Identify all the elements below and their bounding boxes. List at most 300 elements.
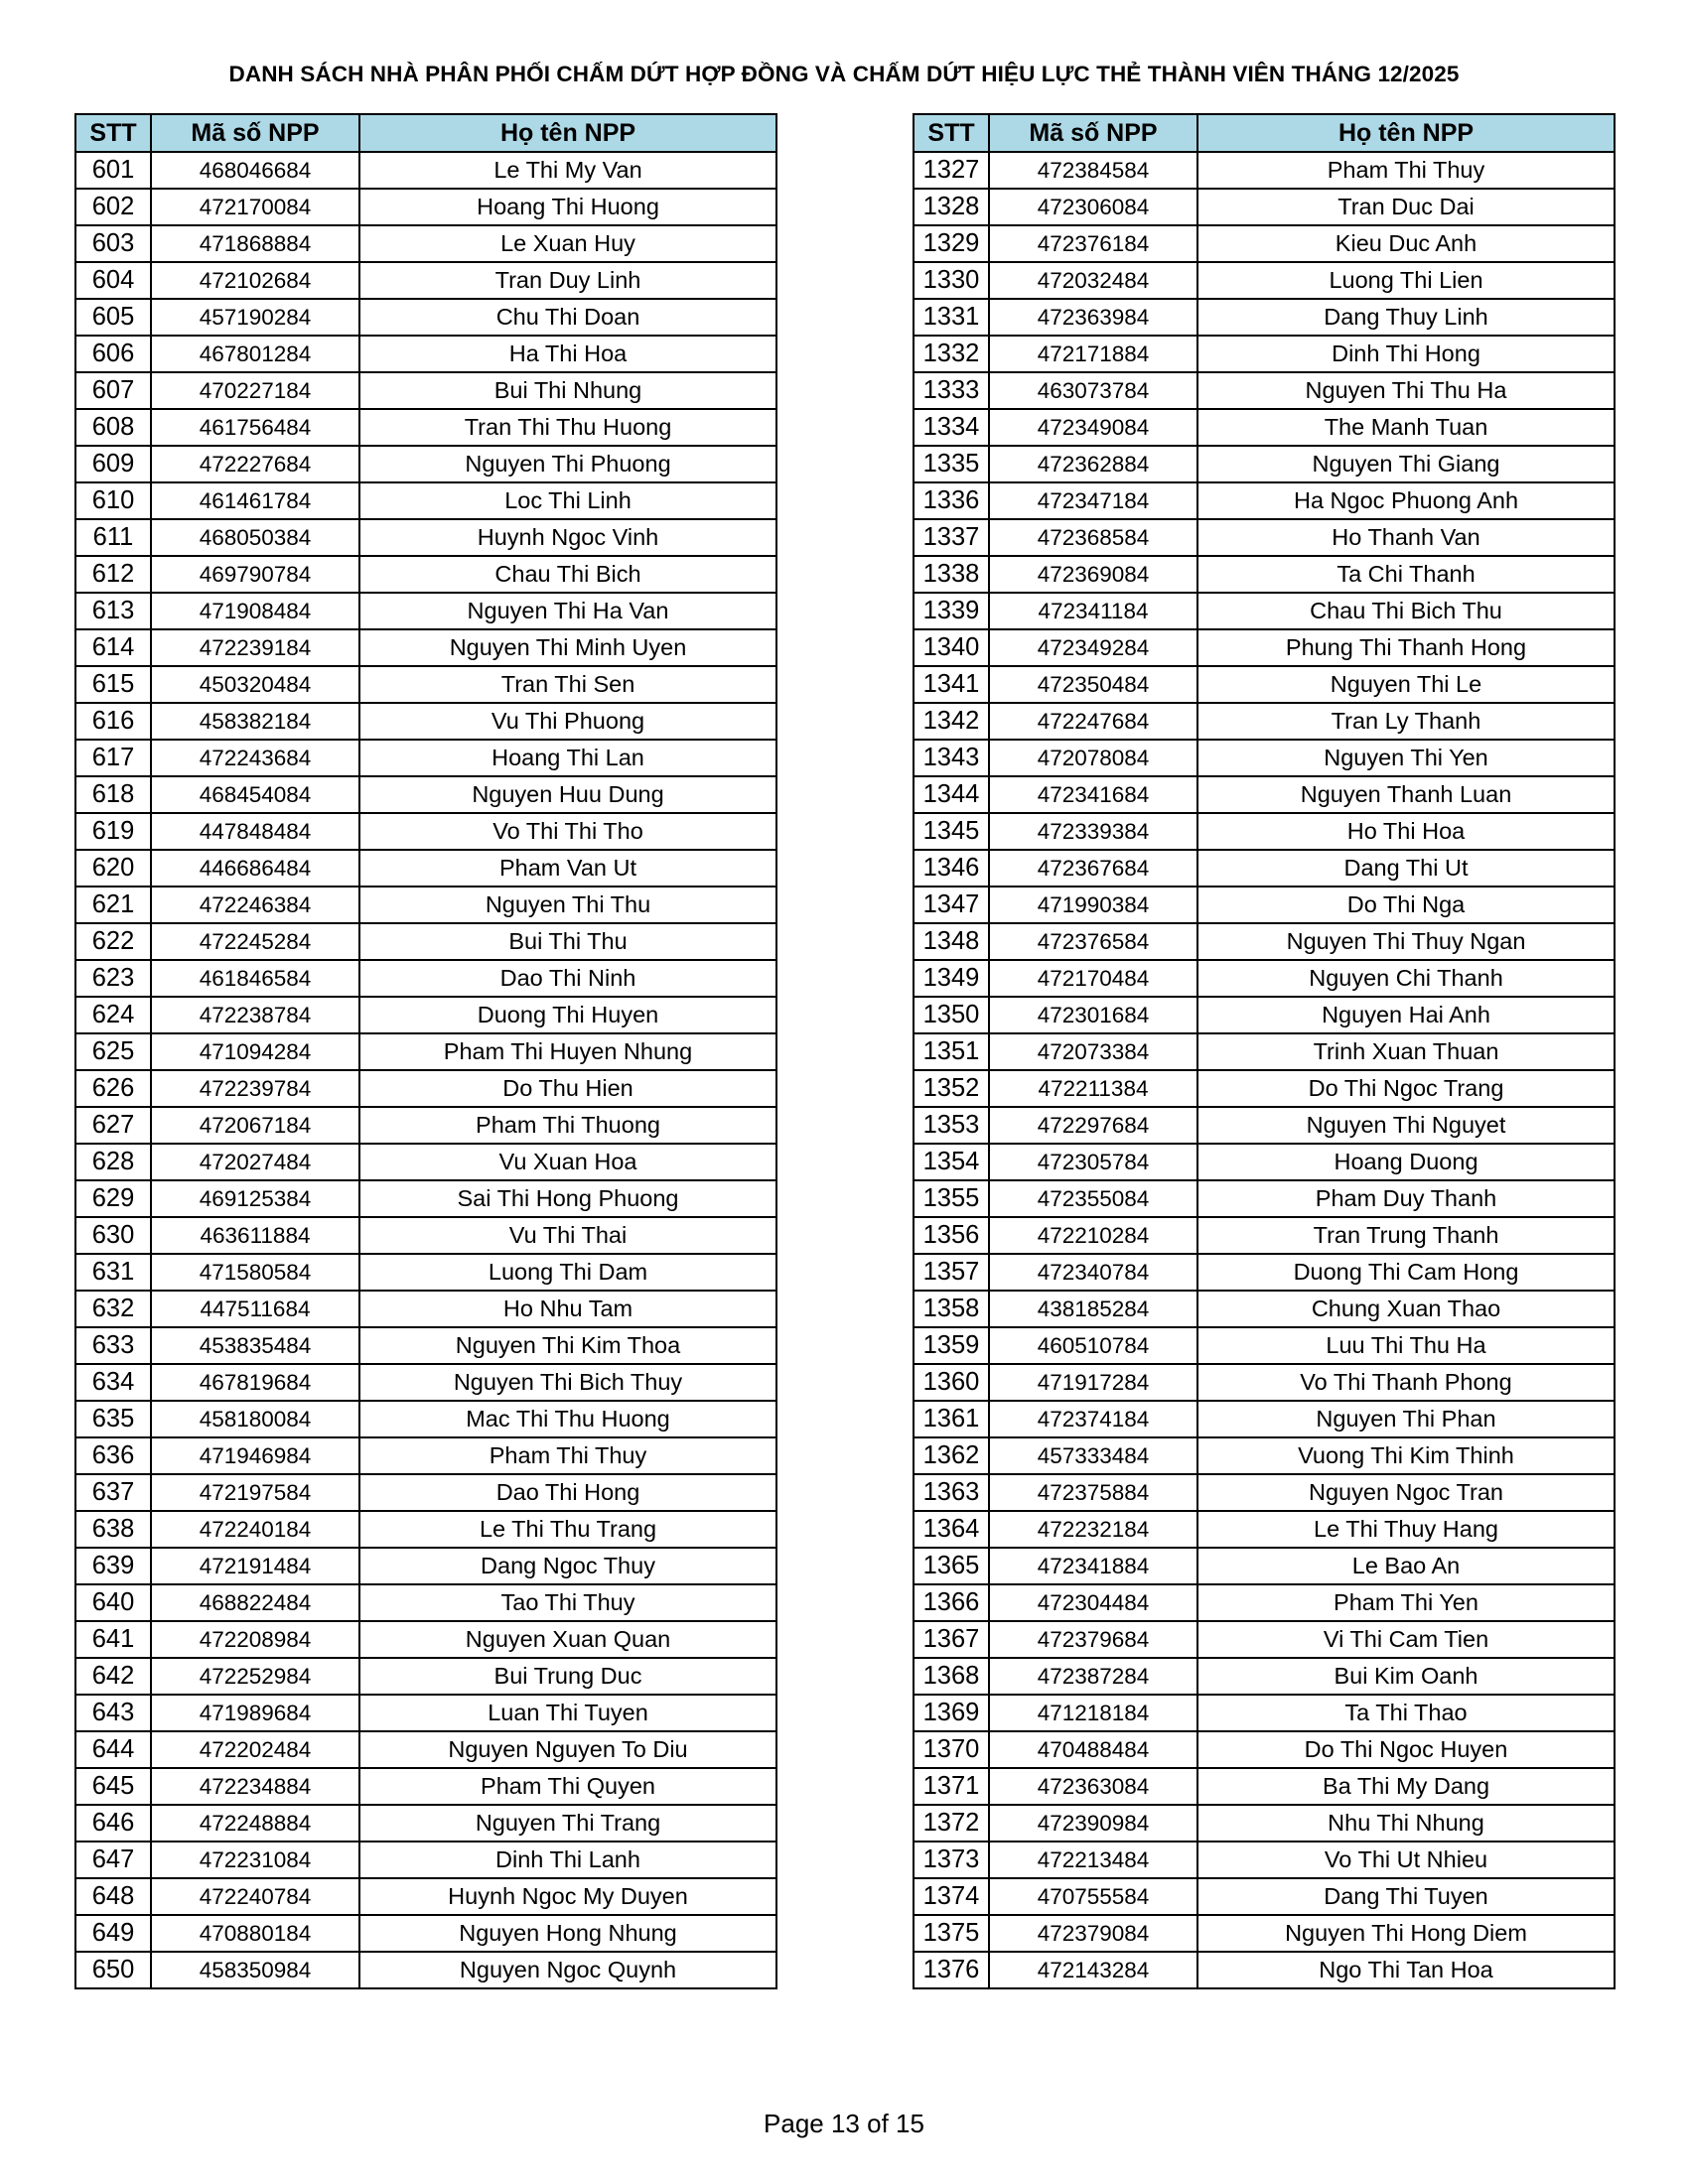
column-header-code: Mã số NPP — [151, 114, 359, 152]
row-stt: 1374 — [914, 1878, 989, 1915]
row-distributor-name: Luong Thi Dam — [359, 1254, 776, 1291]
row-stt: 604 — [75, 262, 151, 299]
row-distributor-name: Do Thi Ngoc Trang — [1197, 1070, 1615, 1107]
row-stt: 1376 — [914, 1952, 989, 1988]
row-distributor-code: 472301684 — [989, 997, 1197, 1033]
table-row — [75, 482, 776, 519]
table-row — [75, 666, 776, 703]
row-distributor-code: 472067184 — [151, 1107, 359, 1144]
row-distributor-name: Pham Thi Huyen Nhung — [359, 1033, 776, 1070]
table-row — [914, 1768, 1615, 1805]
row-distributor-code: 472297684 — [989, 1107, 1197, 1144]
table-row — [914, 703, 1615, 740]
row-stt: 629 — [75, 1180, 151, 1217]
row-distributor-code: 472170484 — [989, 960, 1197, 997]
table-row — [75, 1915, 776, 1952]
row-stt: 1362 — [914, 1437, 989, 1474]
row-distributor-code: 468050384 — [151, 519, 359, 556]
table-row — [75, 887, 776, 923]
row-distributor-code: 467819684 — [151, 1364, 359, 1401]
row-stt: 1366 — [914, 1584, 989, 1621]
row-distributor-name: Nguyen Thi Bich Thuy — [359, 1364, 776, 1401]
row-distributor-code: 472247684 — [989, 703, 1197, 740]
row-distributor-code: 453835484 — [151, 1327, 359, 1364]
row-distributor-code: 447511684 — [151, 1291, 359, 1327]
row-distributor-code: 472240784 — [151, 1878, 359, 1915]
row-distributor-code: 447848484 — [151, 813, 359, 850]
row-distributor-code: 472341684 — [989, 776, 1197, 813]
row-distributor-name: Chau Thi Bich Thu — [1197, 593, 1615, 629]
row-distributor-code: 472239784 — [151, 1070, 359, 1107]
row-distributor-code: 468822484 — [151, 1584, 359, 1621]
table-row — [914, 1474, 1615, 1511]
row-distributor-name: Nguyen Thi Ha Van — [359, 593, 776, 629]
row-stt: 1364 — [914, 1511, 989, 1548]
row-distributor-name: Vo Thi Thanh Phong — [1197, 1364, 1615, 1401]
table-row — [914, 519, 1615, 556]
table-row — [75, 850, 776, 887]
row-stt: 1330 — [914, 262, 989, 299]
row-distributor-code: 472238784 — [151, 997, 359, 1033]
row-stt: 1353 — [914, 1107, 989, 1144]
row-distributor-name: Pham Van Ut — [359, 850, 776, 887]
row-stt: 627 — [75, 1107, 151, 1144]
row-distributor-code: 472306084 — [989, 189, 1197, 225]
row-distributor-name: Duong Thi Huyen — [359, 997, 776, 1033]
table-row — [914, 1217, 1615, 1254]
row-stt: 619 — [75, 813, 151, 850]
row-distributor-code: 472032484 — [989, 262, 1197, 299]
row-distributor-code: 472387284 — [989, 1658, 1197, 1695]
row-stt: 607 — [75, 372, 151, 409]
row-stt: 1331 — [914, 299, 989, 336]
table-row — [75, 1070, 776, 1107]
table-header-row — [75, 114, 776, 152]
row-stt: 1342 — [914, 703, 989, 740]
row-stt: 632 — [75, 1291, 151, 1327]
row-distributor-name: Ha Ngoc Phuong Anh — [1197, 482, 1615, 519]
row-stt: 624 — [75, 997, 151, 1033]
row-stt: 1355 — [914, 1180, 989, 1217]
row-stt: 1349 — [914, 960, 989, 997]
row-stt: 1339 — [914, 593, 989, 629]
row-stt: 628 — [75, 1144, 151, 1180]
row-distributor-code: 472340784 — [989, 1254, 1197, 1291]
table-row — [75, 1291, 776, 1327]
row-distributor-name: Nguyen Thanh Luan — [1197, 776, 1615, 813]
row-distributor-name: Tran Thi Thu Huong — [359, 409, 776, 446]
row-distributor-code: 472073384 — [989, 1033, 1197, 1070]
row-distributor-name: Phung Thi Thanh Hong — [1197, 629, 1615, 666]
table-row — [75, 960, 776, 997]
row-distributor-code: 472246384 — [151, 887, 359, 923]
row-stt: 1371 — [914, 1768, 989, 1805]
row-stt: 623 — [75, 960, 151, 997]
row-distributor-code: 472213484 — [989, 1842, 1197, 1878]
table-row — [75, 1327, 776, 1364]
table-row — [914, 629, 1615, 666]
row-distributor-code: 470755584 — [989, 1878, 1197, 1915]
table-body-left — [75, 152, 776, 1988]
row-distributor-name: Le Thi Thu Trang — [359, 1511, 776, 1548]
row-distributor-name: Do Thu Hien — [359, 1070, 776, 1107]
table-row — [75, 1621, 776, 1658]
row-distributor-name: Chau Thi Bich — [359, 556, 776, 593]
row-distributor-code: 472363984 — [989, 299, 1197, 336]
row-distributor-code: 472245284 — [151, 923, 359, 960]
row-distributor-name: Dinh Thi Lanh — [359, 1842, 776, 1878]
row-stt: 1375 — [914, 1915, 989, 1952]
row-stt: 626 — [75, 1070, 151, 1107]
table-row — [914, 482, 1615, 519]
row-distributor-name: Nguyen Thi Thu Ha — [1197, 372, 1615, 409]
row-distributor-name: Nguyen Thi Giang — [1197, 446, 1615, 482]
row-distributor-code: 471990384 — [989, 887, 1197, 923]
row-distributor-name: Kieu Duc Anh — [1197, 225, 1615, 262]
row-distributor-code: 472355084 — [989, 1180, 1197, 1217]
row-distributor-code: 472369084 — [989, 556, 1197, 593]
table-row — [914, 1070, 1615, 1107]
row-stt: 633 — [75, 1327, 151, 1364]
row-distributor-code: 472363084 — [989, 1768, 1197, 1805]
table-row — [914, 1584, 1615, 1621]
table-row — [75, 1805, 776, 1842]
row-distributor-name: Trinh Xuan Thuan — [1197, 1033, 1615, 1070]
row-distributor-name: Pham Thi Thuy — [359, 1437, 776, 1474]
row-stt: 1351 — [914, 1033, 989, 1070]
row-distributor-name: Huynh Ngoc My Duyen — [359, 1878, 776, 1915]
row-distributor-code: 472349284 — [989, 629, 1197, 666]
row-distributor-name: Nguyen Thi Phan — [1197, 1401, 1615, 1437]
row-stt: 1334 — [914, 409, 989, 446]
table-row — [75, 1180, 776, 1217]
table-row — [914, 556, 1615, 593]
row-distributor-name: Nguyen Thi Kim Thoa — [359, 1327, 776, 1364]
row-distributor-code: 472362884 — [989, 446, 1197, 482]
row-stt: 613 — [75, 593, 151, 629]
row-distributor-code: 458350984 — [151, 1952, 359, 1988]
row-distributor-name: Nguyen Nguyen To Diu — [359, 1731, 776, 1768]
table-row — [914, 1364, 1615, 1401]
table-row — [75, 1658, 776, 1695]
row-stt: 1337 — [914, 519, 989, 556]
table-body-right — [914, 152, 1615, 1988]
table-row — [914, 740, 1615, 776]
table-row — [914, 1548, 1615, 1584]
row-distributor-code: 438185284 — [989, 1291, 1197, 1327]
table-row — [75, 1842, 776, 1878]
row-distributor-name: Tao Thi Thuy — [359, 1584, 776, 1621]
row-distributor-name: Bui Thi Nhung — [359, 372, 776, 409]
row-stt: 1368 — [914, 1658, 989, 1695]
row-distributor-name: Vo Thi Ut Nhieu — [1197, 1842, 1615, 1878]
row-distributor-name: Pham Thi Quyen — [359, 1768, 776, 1805]
row-stt: 641 — [75, 1621, 151, 1658]
row-distributor-code: 471917284 — [989, 1364, 1197, 1401]
column-header-name: Họ tên NPP — [1197, 114, 1615, 152]
row-stt: 630 — [75, 1217, 151, 1254]
table-row — [75, 262, 776, 299]
row-stt: 639 — [75, 1548, 151, 1584]
row-distributor-name: Nguyen Xuan Quan — [359, 1621, 776, 1658]
row-distributor-code: 472234884 — [151, 1768, 359, 1805]
row-stt: 1347 — [914, 887, 989, 923]
row-stt: 642 — [75, 1658, 151, 1695]
row-distributor-code: 472368584 — [989, 519, 1197, 556]
row-distributor-code: 472171884 — [989, 336, 1197, 372]
row-stt: 643 — [75, 1695, 151, 1731]
row-distributor-name: Nguyen Thi Trang — [359, 1805, 776, 1842]
row-distributor-name: Ba Thi My Dang — [1197, 1768, 1615, 1805]
table-row — [75, 1144, 776, 1180]
page-title: DANH SÁCH NHÀ PHÂN PHỐI CHẤM DỨT HỢP ĐỒNG VÀ CHẤM DỨT HIỆU LỰC THẺ THÀNH VIÊN THÁNG 12/2025 — [228, 62, 1460, 86]
row-stt: 650 — [75, 1952, 151, 1988]
table-row — [914, 887, 1615, 923]
row-distributor-name: Nguyen Hai Anh — [1197, 997, 1615, 1033]
row-distributor-code: 472305784 — [989, 1144, 1197, 1180]
row-distributor-name: Nguyen Thi Minh Uyen — [359, 629, 776, 666]
row-stt: 611 — [75, 519, 151, 556]
row-distributor-name: Nguyen Thi Yen — [1197, 740, 1615, 776]
row-distributor-code: 471989684 — [151, 1695, 359, 1731]
row-distributor-code: 472240184 — [151, 1511, 359, 1548]
row-distributor-name: Loc Thi Linh — [359, 482, 776, 519]
row-stt: 1345 — [914, 813, 989, 850]
table-row — [75, 372, 776, 409]
row-distributor-name: Vo Thi Thi Tho — [359, 813, 776, 850]
row-distributor-name: Le Bao An — [1197, 1548, 1615, 1584]
row-stt: 621 — [75, 887, 151, 923]
table-row — [914, 960, 1615, 997]
row-stt: 1357 — [914, 1254, 989, 1291]
row-stt: 1329 — [914, 225, 989, 262]
row-stt: 1328 — [914, 189, 989, 225]
row-distributor-name: Nguyen Thi Thuy Ngan — [1197, 923, 1615, 960]
row-stt: 615 — [75, 666, 151, 703]
row-distributor-code: 471868884 — [151, 225, 359, 262]
table-row — [75, 1107, 776, 1144]
table-row — [75, 997, 776, 1033]
table-row — [75, 519, 776, 556]
row-stt: 1340 — [914, 629, 989, 666]
row-distributor-name: Bui Thi Thu — [359, 923, 776, 960]
row-distributor-name: Dang Thi Tuyen — [1197, 1878, 1615, 1915]
table-row — [75, 1695, 776, 1731]
row-distributor-name: Bui Kim Oanh — [1197, 1658, 1615, 1695]
table-row — [75, 299, 776, 336]
row-distributor-name: Tran Duy Linh — [359, 262, 776, 299]
row-distributor-name: Nguyen Ngoc Quynh — [359, 1952, 776, 1988]
table-row — [75, 1952, 776, 1988]
row-distributor-code: 472350484 — [989, 666, 1197, 703]
row-distributor-name: Dinh Thi Hong — [1197, 336, 1615, 372]
row-distributor-name: Nguyen Huu Dung — [359, 776, 776, 813]
table-row — [75, 225, 776, 262]
row-distributor-name: Dang Thuy Linh — [1197, 299, 1615, 336]
row-distributor-code: 472027484 — [151, 1144, 359, 1180]
table-row — [914, 336, 1615, 372]
row-distributor-code: 471908484 — [151, 593, 359, 629]
row-distributor-code: 469125384 — [151, 1180, 359, 1217]
row-stt: 1336 — [914, 482, 989, 519]
table-row — [75, 1254, 776, 1291]
table-row — [914, 1952, 1615, 1988]
row-stt: 1369 — [914, 1695, 989, 1731]
row-distributor-name: Chung Xuan Thao — [1197, 1291, 1615, 1327]
row-stt: 635 — [75, 1401, 151, 1437]
row-stt: 606 — [75, 336, 151, 372]
row-distributor-name: Nguyen Thi Thu — [359, 887, 776, 923]
table-row — [914, 1695, 1615, 1731]
row-distributor-code: 458180084 — [151, 1401, 359, 1437]
row-stt: 608 — [75, 409, 151, 446]
page-footer: Page 13 of 15 — [764, 2109, 924, 2138]
table-row — [914, 225, 1615, 262]
row-stt: 1359 — [914, 1327, 989, 1364]
table-row — [75, 1768, 776, 1805]
column-header-code: Mã số NPP — [989, 114, 1197, 152]
table-row — [914, 923, 1615, 960]
row-distributor-name: Nguyen Thi Hong Diem — [1197, 1915, 1615, 1952]
table-row — [75, 336, 776, 372]
table-row — [75, 1033, 776, 1070]
table-row — [914, 1621, 1615, 1658]
table-row — [914, 299, 1615, 336]
row-distributor-code: 472210284 — [989, 1217, 1197, 1254]
table-row — [914, 1144, 1615, 1180]
row-stt: 1367 — [914, 1621, 989, 1658]
row-distributor-name: Nguyen Thi Nguyet — [1197, 1107, 1615, 1144]
table-row — [914, 593, 1615, 629]
row-stt: 618 — [75, 776, 151, 813]
row-distributor-name: Dao Thi Hong — [359, 1474, 776, 1511]
row-distributor-code: 460510784 — [989, 1327, 1197, 1364]
table-row — [75, 152, 776, 189]
row-distributor-code: 469790784 — [151, 556, 359, 593]
row-distributor-code: 472349084 — [989, 409, 1197, 446]
row-distributor-code: 472239184 — [151, 629, 359, 666]
row-distributor-name: Dang Thi Ut — [1197, 850, 1615, 887]
row-distributor-code: 472170084 — [151, 189, 359, 225]
row-distributor-code: 472375884 — [989, 1474, 1197, 1511]
row-stt: 645 — [75, 1768, 151, 1805]
table-row — [914, 1437, 1615, 1474]
table-row — [75, 703, 776, 740]
row-stt: 1361 — [914, 1401, 989, 1437]
row-stt: 612 — [75, 556, 151, 593]
row-distributor-name: Le Thi My Van — [359, 152, 776, 189]
table-row — [75, 1437, 776, 1474]
table-row — [914, 1254, 1615, 1291]
table-row — [75, 740, 776, 776]
table-row — [914, 1805, 1615, 1842]
table-row — [914, 409, 1615, 446]
row-distributor-name: Dang Ngoc Thuy — [359, 1548, 776, 1584]
row-distributor-code: 461846584 — [151, 960, 359, 997]
row-stt: 1332 — [914, 336, 989, 372]
row-distributor-name: Ta Thi Thao — [1197, 1695, 1615, 1731]
row-distributor-code: 470488484 — [989, 1731, 1197, 1768]
row-distributor-name: Ha Thi Hoa — [359, 336, 776, 372]
table-row — [914, 1107, 1615, 1144]
table-row — [914, 1511, 1615, 1548]
table-row — [914, 1842, 1615, 1878]
table-row — [914, 1658, 1615, 1695]
row-stt: 646 — [75, 1805, 151, 1842]
row-stt: 1338 — [914, 556, 989, 593]
row-distributor-code: 450320484 — [151, 666, 359, 703]
row-stt: 1370 — [914, 1731, 989, 1768]
table-row — [914, 666, 1615, 703]
row-distributor-name: Ho Nhu Tam — [359, 1291, 776, 1327]
row-distributor-name: Sai Thi Hong Phuong — [359, 1180, 776, 1217]
row-distributor-code: 472227684 — [151, 446, 359, 482]
row-stt: 622 — [75, 923, 151, 960]
table-row — [914, 1033, 1615, 1070]
row-stt: 625 — [75, 1033, 151, 1070]
row-stt: 609 — [75, 446, 151, 482]
row-distributor-name: Tran Duc Dai — [1197, 189, 1615, 225]
table-row — [75, 556, 776, 593]
row-stt: 1358 — [914, 1291, 989, 1327]
table-row — [914, 1327, 1615, 1364]
row-distributor-name: Ho Thanh Van — [1197, 519, 1615, 556]
row-stt: 647 — [75, 1842, 151, 1878]
row-distributor-code: 472374184 — [989, 1401, 1197, 1437]
table-row — [75, 1364, 776, 1401]
row-distributor-code: 472143284 — [989, 1952, 1197, 1988]
table-row — [75, 813, 776, 850]
row-distributor-code: 472384584 — [989, 152, 1197, 189]
row-distributor-code: 472376184 — [989, 225, 1197, 262]
table-row — [914, 1731, 1615, 1768]
row-distributor-code: 461461784 — [151, 482, 359, 519]
row-stt: 620 — [75, 850, 151, 887]
row-stt: 648 — [75, 1878, 151, 1915]
row-distributor-code: 472376584 — [989, 923, 1197, 960]
row-distributor-name: Do Thi Ngoc Huyen — [1197, 1731, 1615, 1768]
row-distributor-code: 472231084 — [151, 1842, 359, 1878]
row-distributor-name: Vuong Thi Kim Thinh — [1197, 1437, 1615, 1474]
row-stt: 638 — [75, 1511, 151, 1548]
row-stt: 610 — [75, 482, 151, 519]
row-distributor-name: Tran Ly Thanh — [1197, 703, 1615, 740]
row-distributor-code: 472197584 — [151, 1474, 359, 1511]
table-row — [75, 1584, 776, 1621]
table-row — [914, 997, 1615, 1033]
row-distributor-name: Luong Thi Lien — [1197, 262, 1615, 299]
table-row — [75, 189, 776, 225]
table-row — [75, 776, 776, 813]
row-stt: 1356 — [914, 1217, 989, 1254]
table-row — [75, 1731, 776, 1768]
table-row — [914, 152, 1615, 189]
row-distributor-name: Tran Trung Thanh — [1197, 1217, 1615, 1254]
row-distributor-name: Le Xuan Huy — [359, 225, 776, 262]
row-distributor-code: 471580584 — [151, 1254, 359, 1291]
row-distributor-code: 472208984 — [151, 1621, 359, 1658]
row-distributor-name: Hoang Thi Huong — [359, 189, 776, 225]
row-distributor-name: The Manh Tuan — [1197, 409, 1615, 446]
row-distributor-code: 472379084 — [989, 1915, 1197, 1952]
row-stt: 603 — [75, 225, 151, 262]
row-distributor-code: 472191484 — [151, 1548, 359, 1584]
row-stt: 1348 — [914, 923, 989, 960]
row-stt: 1346 — [914, 850, 989, 887]
row-distributor-code: 446686484 — [151, 850, 359, 887]
row-distributor-name: Nguyen Hong Nhung — [359, 1915, 776, 1952]
row-distributor-code: 472390984 — [989, 1805, 1197, 1842]
